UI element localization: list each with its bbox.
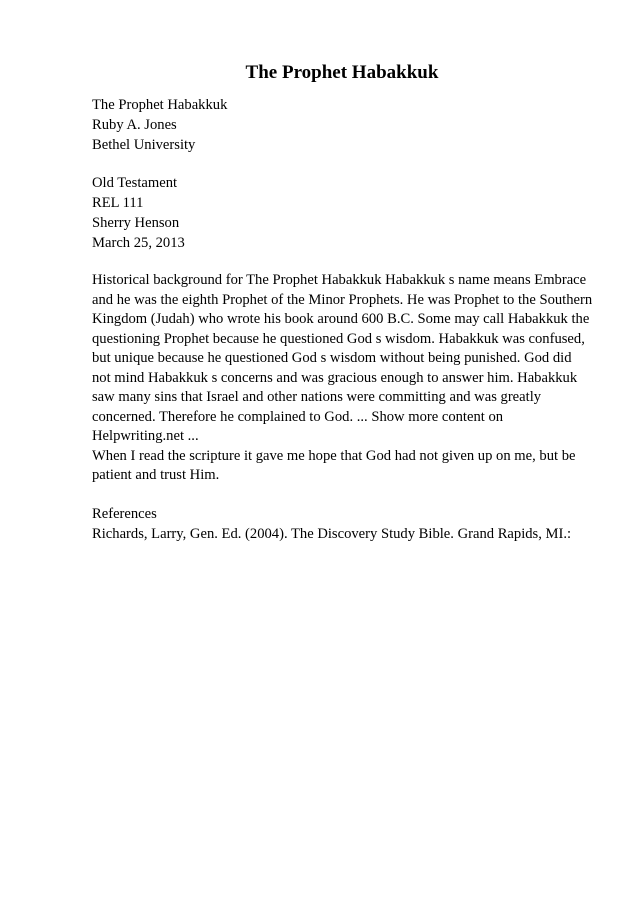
header-line-title: The Prophet Habakkuk — [92, 97, 228, 113]
body-line: When I read the scripture it gave me hope that God had not given up on me, but be — [92, 447, 576, 464]
spacer — [92, 253, 612, 271]
references-heading: References — [92, 505, 157, 522]
header-line-author: Ruby A. Jones — [92, 117, 177, 133]
course-line-code: REL 111 — [92, 195, 144, 211]
course-line-date: March 25, 2013 — [92, 235, 185, 251]
body-line: Helpwriting.net ... — [92, 428, 199, 444]
body-line: saw many sins that Israel and other nations were committing and was greatly — [92, 389, 542, 405]
document-body — [92, 95, 612, 544]
header-line-institution: Bethel University — [92, 137, 196, 153]
page-title: The Prophet Habakkuk — [245, 62, 439, 83]
body-line: and he was the eighth Prophet of the Minor Prophets. He was Prophet to the Southern — [92, 291, 593, 308]
body-line: Kingdom (Judah) who wrote his book around 600 B.C. Some may call Habakkuk the — [92, 311, 590, 327]
course-line-subject: Old Testament — [92, 175, 178, 191]
body-line: concerned. Therefore he complained to God. ... Show more content on — [92, 408, 504, 425]
body-line: patient and trust Him. — [92, 467, 220, 483]
body-line: but unique because he questioned God s wisdom without being punished. God did — [92, 350, 572, 366]
course-line-instructor: Sherry Henson — [92, 215, 180, 231]
body-line: questioning Prophet because he questioned God s wisdom. Habakkuk was confused, — [92, 330, 585, 347]
body-line: not mind Habakkuk s concerns and was gracious enough to answer him. Habakkuk — [92, 369, 578, 386]
spacer — [92, 155, 612, 173]
spacer — [92, 486, 612, 504]
body-line: Historical background for The Prophet Habakkuk Habakkuk s name means Embrace — [92, 272, 587, 288]
reference-entry: Richards, Larry, Gen. Ed. (2004). The Discovery Study Bible. Grand Rapids, MI.: — [92, 525, 572, 542]
